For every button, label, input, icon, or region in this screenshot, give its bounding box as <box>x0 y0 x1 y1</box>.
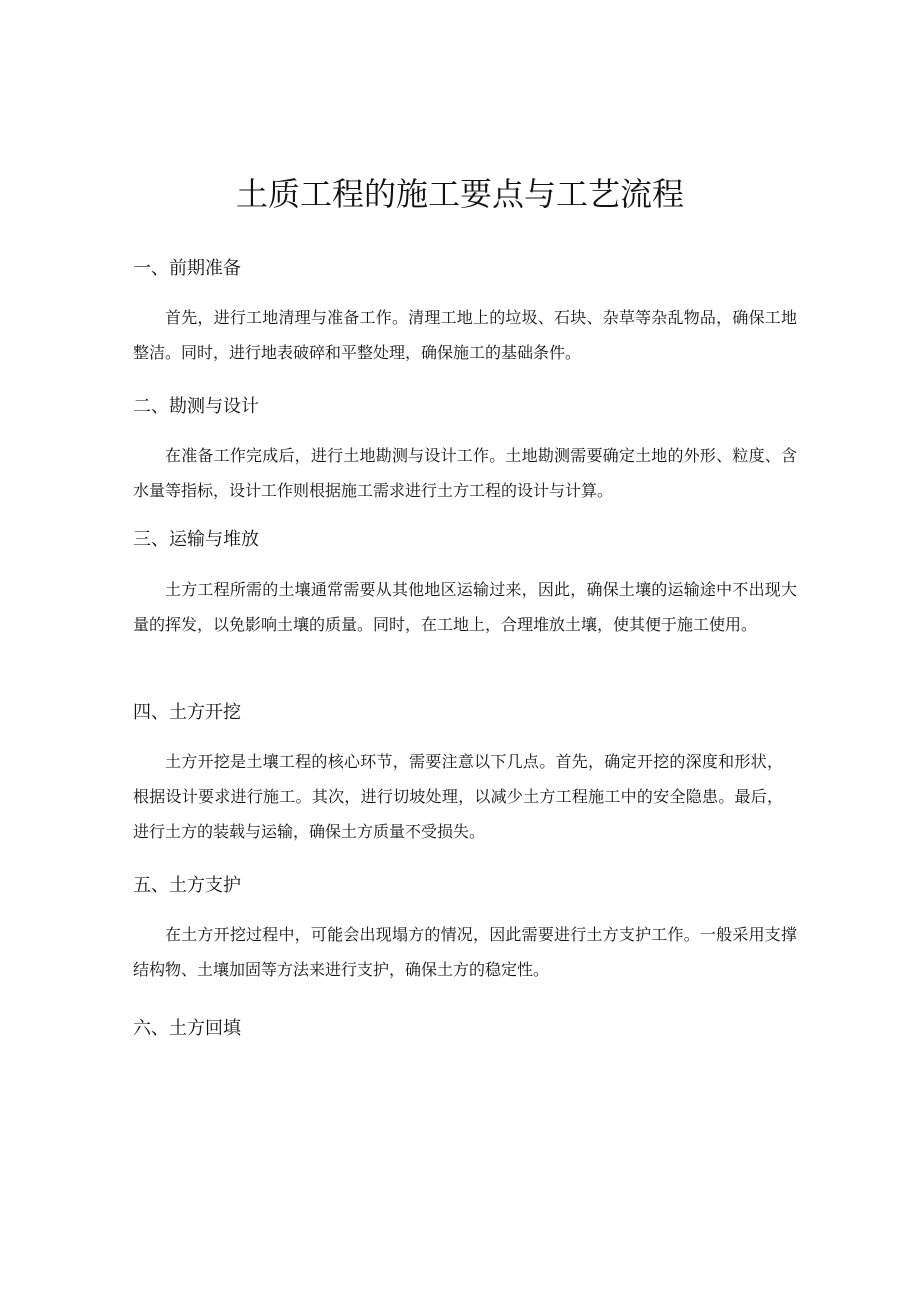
section-paragraph-excavation: 土方开挖是土壤工程的核心环节，需要注意以下几点。首先，确定开挖的深度和形状，根据设计要求进行施工。其次，进行切坡处理，以减少土方工程施工中的安全隐患。最后，进行土方的装载与运输，确保土方质量不受损失。 <box>133 752 783 841</box>
section-paragraph-transport-stockpile: 土方工程所需的土壤通常需要从其他地区运输过来，因此，确保土壤的运输途中不出现大量的挥发，以免影响土壤的质量。同时，在工地上，合理堆放土壤，使其便于施工使用。 <box>133 580 797 634</box>
section-paragraph-preparation: 首先，进行工地清理与准备工作。清理工地上的垃圾、石块、杂草等杂乱物品，确保工地整洁。同时，进行地表破碎和平整处理，确保施工的基础条件。 <box>133 308 797 362</box>
section-heading-excavation: 四、土方开挖 <box>133 702 241 723</box>
section-heading-transport-stockpile: 三、运输与堆放 <box>133 529 259 550</box>
section-heading-survey-design: 二、勘测与设计 <box>133 396 259 417</box>
section-heading-support: 五、土方支护 <box>133 875 241 896</box>
section-heading-preparation: 一、前期准备 <box>133 258 241 279</box>
section-heading-backfill: 六、土方回填 <box>133 1018 241 1039</box>
section-paragraph-survey-design: 在准备工作完成后，进行土地勘测与设计工作。土地勘测需要确定土地的外形、粒度、含水量等指标，设计工作则根据施工需求进行土方工程的设计与计算。 <box>133 446 797 500</box>
document-title: 土质工程的施工要点与工艺流程 <box>235 175 684 213</box>
section-paragraph-support: 在土方开挖过程中，可能会出现塌方的情况，因此需要进行土方支护工作。一般采用支撑结构物、土壤加固等方法来进行支护，确保土方的稳定性。 <box>133 925 797 979</box>
